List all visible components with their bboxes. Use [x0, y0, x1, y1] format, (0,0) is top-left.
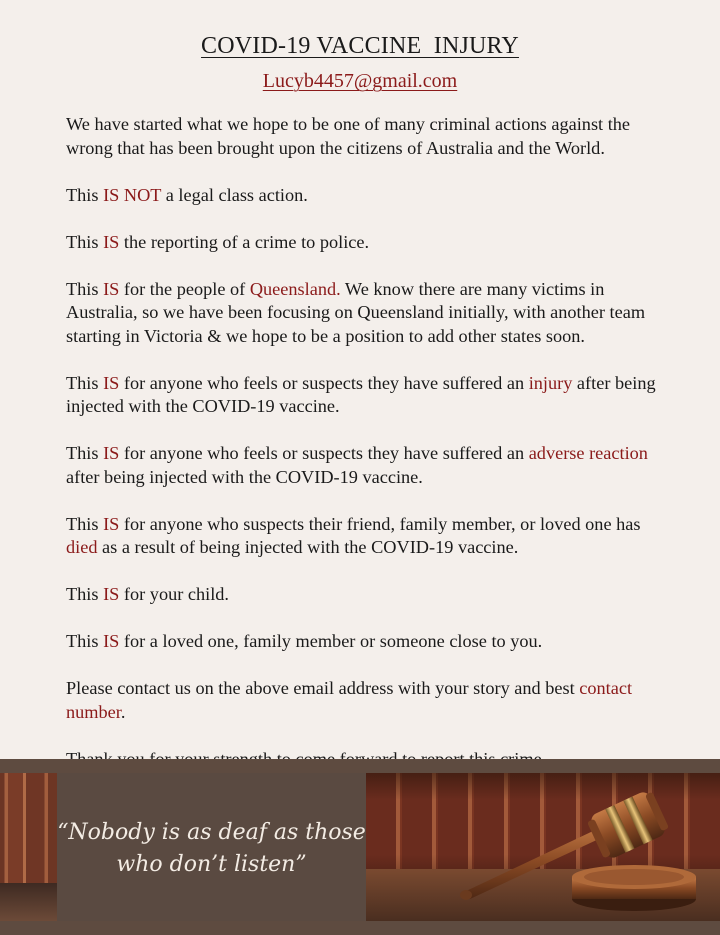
highlight-text: IS [103, 231, 120, 252]
quote-line-1: “Nobody is as deaf as those [57, 820, 366, 845]
paragraph [66, 513, 676, 560]
highlight-text: IS [103, 278, 120, 299]
paragraph-text: the reporting of a crime to police. [119, 231, 370, 252]
paragraph-text: Please contact us on the above email address with your story and best [66, 678, 580, 698]
gavel-icon [366, 773, 720, 921]
paragraph [66, 278, 676, 349]
page-title [0, 33, 720, 60]
paragraph [66, 231, 676, 255]
paragraph-text: for anyone who feels or suspects they have suffered an [119, 372, 529, 393]
paragraph-text: for anyone who feels or suspects they have suffered an [119, 443, 529, 463]
highlight-text: IS [103, 513, 120, 534]
title-text: COVID-19 VACCINE INJURY [201, 33, 519, 59]
highlight-text: IS [103, 372, 120, 393]
paragraph-text: for anyone who suspects their friend, family member, or loved one has [119, 513, 641, 534]
paragraph-text: This [66, 584, 104, 604]
quote-text [57, 817, 366, 881]
email-link[interactable]: Lucyb4457@gmail.com [262, 70, 458, 92]
paragraph [66, 442, 676, 489]
paragraph-text: as a result of being injected with the COVID-19 vaccine. [97, 537, 519, 557]
paragraph-text: This [66, 231, 104, 252]
highlight-text: contact number [66, 678, 633, 722]
body-text [66, 113, 676, 795]
paragraph [66, 677, 676, 724]
paragraph-text: for the people of [119, 278, 250, 299]
paragraph [66, 583, 676, 607]
highlight-text: died [66, 537, 98, 557]
paragraph [66, 184, 676, 208]
paragraph [66, 630, 676, 654]
highlight-text: IS [103, 443, 120, 463]
quote-line-2: who don’t listen” [116, 852, 307, 877]
paragraph-text: This [66, 278, 104, 299]
highlight-text: IS NOT [103, 184, 162, 205]
highlight-text: Queensland. [249, 278, 341, 299]
highlight-text: adverse reaction [528, 443, 648, 463]
paragraph-text: a legal class action. [161, 184, 308, 205]
paragraph-text: This [66, 631, 104, 651]
highlight-text: injury [528, 372, 573, 393]
paragraph-text: We know there are many victims in Australia, so we have been focusing on Queensland initially, with another team starting in Victoria & we hope to be a position to add other states soon. [66, 278, 646, 346]
paragraph-text: This [66, 513, 104, 534]
paragraph-text: We have started what we hope to be one of many criminal actions against the wrong that has been brought upon the citizens of Australia and the World. [66, 114, 631, 158]
highlight-text: IS [103, 631, 120, 651]
contact-email[interactable] [0, 70, 720, 93]
highlight-text: IS [103, 584, 120, 604]
bookshelf-left-image [0, 773, 57, 921]
paragraph [66, 113, 676, 160]
paragraph-text: This [66, 443, 104, 463]
paragraph-text: . [120, 701, 126, 722]
paragraph-text: after being injected with the COVID-19 vaccine. [66, 372, 656, 416]
paragraph-text: This [66, 184, 104, 205]
paragraph-text: for a loved one, family member or someone close to you. [119, 631, 543, 651]
paragraph [66, 372, 676, 419]
paragraph-text: This [66, 372, 104, 393]
paragraph-text: after being injected with the COVID-19 vaccine. [66, 466, 423, 487]
footer-banner [0, 759, 720, 935]
paragraph-text: for your child. [119, 584, 230, 604]
